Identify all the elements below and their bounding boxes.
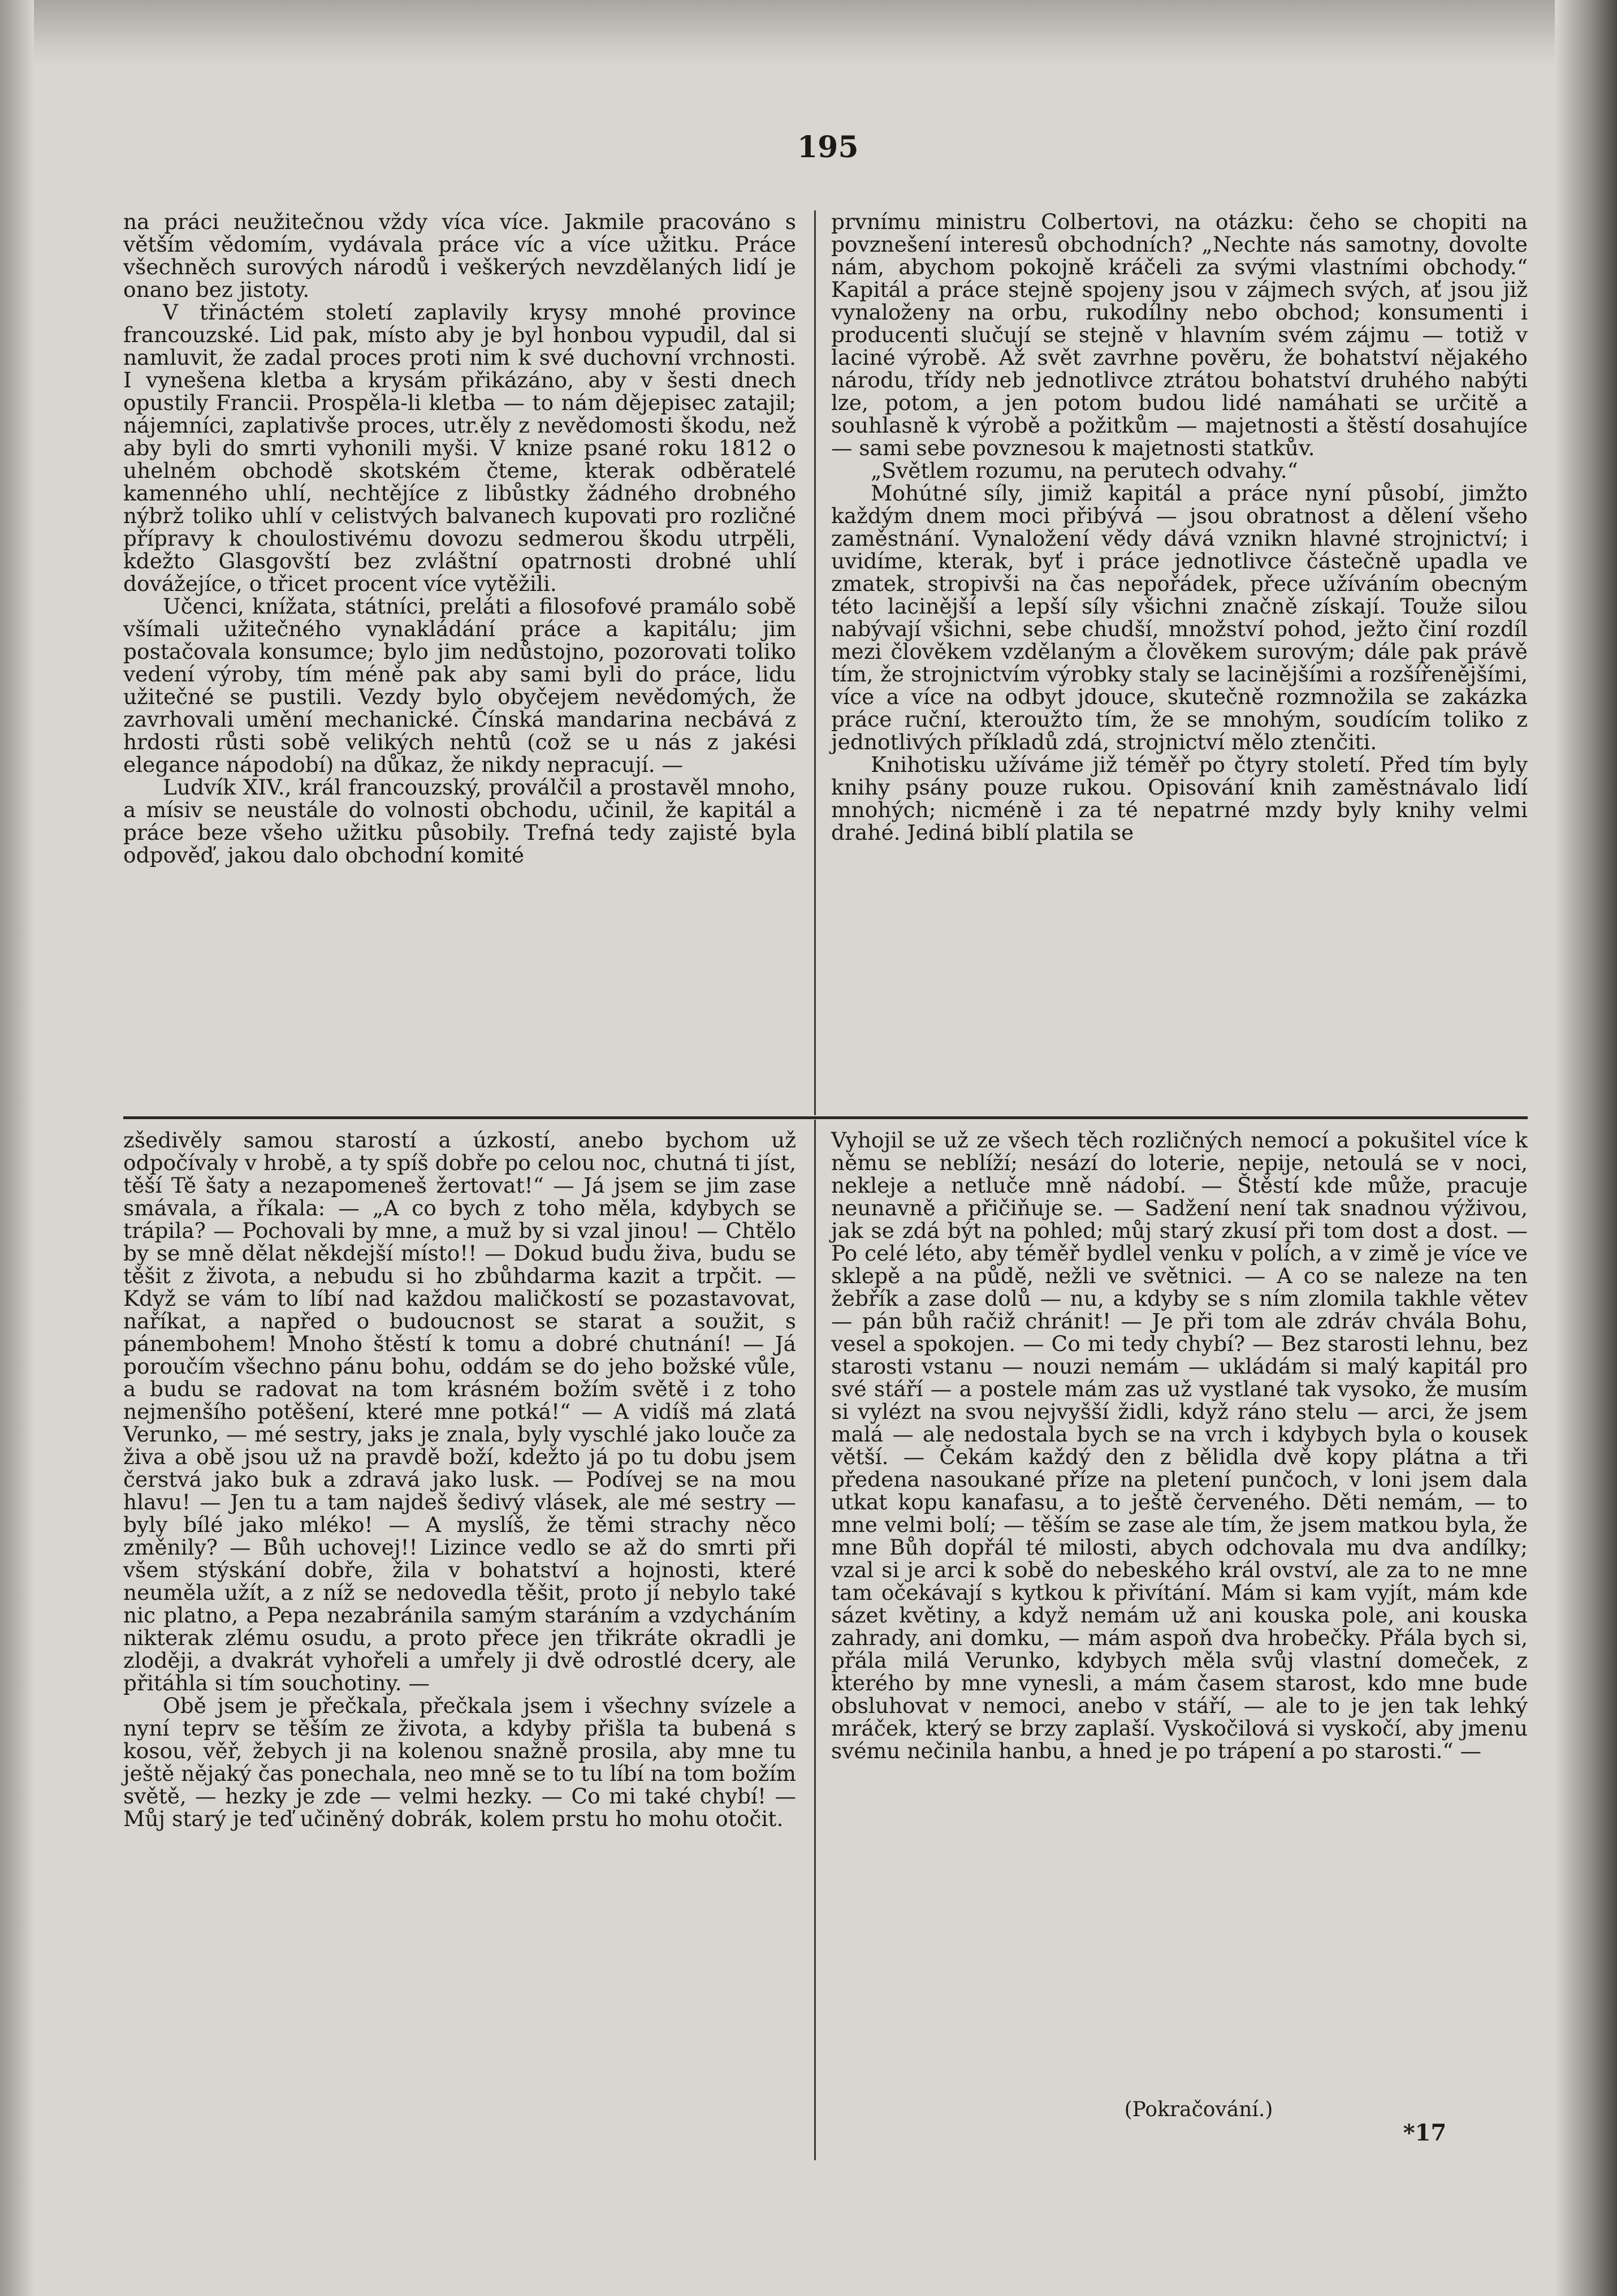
scan-edge-top	[0, 0, 1617, 68]
paragraph: „Světlem rozumu, na perutech odvahy.“	[871, 458, 1298, 483]
paragraph: prvnímu ministru Colbertovi, na otázku: čeho se chopiti na povznešení interesů obchodních? „Nechte nás samotny, dovolte nám, abychom pokojně kráčeli za svými vlastními obchody.“ Kapitál a práce stejně spojeny jsou v zájmech svých, ať jsou již vynaloženy na orbu, rukodílny nebo obchod; konsumenti i producenti slučují se stejně v hlavním svém zájmu — totiž v laciné výrobě. Až svět zavrhne pověru, že bohatství nějakého národu, třídy neb jednotlivce ztrátou bohatství druhého nabýti lze, potom, a jen potom budou lidé namáhati se určitě a souhlasně k výrobě a požitkům — majetnosti a štěstí dosahujíce — sami sebe povznesou k majetnosti statkův.	[831, 209, 1528, 460]
feuilleton-column-right	[831, 1129, 1528, 2056]
paragraph: Učenci, knížata, státníci, preláti a filosofové pramálo sobě všímali užitečného vynakládání práce a kapitálu; jim postačovala konsumce; bylo jim nedůstojno, pozorovati toliko vedení výroby, tím méně pak aby sami byli do práce, lidu užitečné se pustili. Vezdy bylo obyčejem nevědomých, že zavrhovali umění mechanické. Čínská mandarina necbává z hrdosti růsti sobě velikých nehtů (což se u nás z jakési elegance nápodobí) na důkaz, že nikdy nepracují. —	[123, 594, 796, 777]
paragraph: na práci neužitečnou vždy vícа více. Jakmile pracováno s větším vědomím, vydávala práce víc a více užitku. Práce všechněch surových národů i veškerých nevzdělaných lidí je onano bez jistoty.	[123, 209, 796, 302]
scan-edge-right	[1555, 0, 1617, 2296]
feuilleton-column-left	[123, 1129, 796, 2158]
signature-mark: *17	[1403, 2120, 1447, 2146]
paragraph: Mohútné síly, jimiž kapitál a práce nyní působí, jimžto každým dnem moci přibývá — jsou obratnost a dělení všeho zaměstnání. Vynaložení vědy dává vznikn hlavné strojnictví; i uvidíme, kterak, byť i práce jednotlivce částečně upadla ve zmatek, stropivši na čas nepořádek, přece užíváním obecným této lacinější a lepší síly všichni značně získají. Touže silou nabývají všichni, sebe chudší, množství pohod, ježto činí rozdíl mezi člověkem vzdělaným a člověkem surovým; dále pak právě tím, že strojnictvím výrobky staly se lacinějšími a rozšířenějšími, více a více na odbyt jdouce, skutečně rozmnožila se zakázka práce ruční, kteroužto tím, že se mnohým, soudícím toliko z jednotlivých příkladů zdá, strojnictví mělo ztenčiti.	[831, 481, 1528, 754]
paragraph: Vyhojil se už ze všech těch rozličných nemocí a pokušitel více k němu se neblíží; nesází do loterie, nepije, netoulá se v noci, nekleje a netluče mně nádobí. — Štěstí kde může, pracuje neunavně a přičiňuje se. — Sadžení není tak snadnou výživou, jak se zdá být na pohled; můj starý zkusí při tom dost a dost. — Po celé léto, aby téměř bydlel venku v polích, a v zimě je více ve sklepě a na půdě, nežli ve světnici. — A co se naleze na ten žebřík a zase dolů — nu, a kdyby se s ním zlomila takhle větev — pán bůh račiž chránit! — Je při tom ale zdráv chvála Bohu, vesel a spokojen. — Co mi tedy chybí? — Bez starosti lehnu, bez starosti vstanu — nouzi nemám — ukládám si malý kapitál pro své stáří — a postele mám zas už vystlané tak vysoko, že musím si vylézt na svou nejvyšší židli, když ráno stelu — arci, že jsem malá — ale nedostala bych se na vrch i kdybych byla o kousek větší. — Čekám každý den z bělidla dvě kopy plátna a tři předena nasoukané příze na pletení punčoch, v loni jsem dala utkat kopu kanafasu, a to ještě červeného. Děti nemám, — to mne velmi bolí; — těším se zase ale tím, že jsem matkou byla, že mne Bůh dopřál té milosti, abych odchovala mu dva andílky; vzal si je arci k sobě do nebeského král ovství, ale za to ne mne tam očekávají s kytkou k přivítání. Mám si kam vyjít, mám kde sázet květiny, a když nemám už ani kouska pole, ani kouska zahrady, ani domku, — mám aspoň dva hrobečky. Přála bych si, přála milá Verunko, kdybych měla svůj vlastní domeček, z kterého by mne vynesli, a mám časem starost, kdo mne bude obsluhovat v nemoci, anebo v stáří, — ale to je jen tak lehký mráček, který se brzy zaplaší. Vyskočilová si vyskočí, aby jmenu svému nečinila hanbu, a hned je po trápení a po starosti.“ —	[831, 1128, 1528, 1763]
paragraph: Obě jsem je přečkala, přečkala jsem i všechny svízele a nyní teprv se těším ze života, a kdyby přišla ta bubená s kosou, věř, žebych ji na kolenou snažně prosila, aby mne tu ještě nějaký čas ponechala, neo mně se to tu líbí na tom božím světě, — hezky je zde — velmi hezky. — Co mi také chybí! — Můj starý je teď učiněný dobrák, kolem prstu ho mohu otočit.	[123, 1693, 796, 1831]
page-number: 195	[797, 130, 859, 165]
paragraph: zšedivěly samou starostí a úzkostí, anebo bychom už odpočívaly v hrobě, a ty spíš dobře po celou noc, chutná ti jíst, těší Tě šaty a nezapomeneš žertovat!“ — Já jsem se jim zase smávala, a říkala: — „A co bych z toho měla, kdybych se trápila? — Pochovali by mne, a muž by si vzal jinou! — Chtělo by se mně dělat někdejší místo!! — Dokud budu živa, budu se těšit z života, a nebudu si ho zbůhdarma kazit a trpčit. — Když se vám to líbí nad každou maličkostí se pozastavovat, naříkat, a napřed o budoucnost se starat a soužit, s pánembohem! Mnoho štěstí k tomu a dobré chutnání! — Já poroučím všechno pánu bohu, oddám se do jeho božské vůle, a budu se radovat na tom krásném božím světě i z toho nejmenšího potěšení, které mne potká!“ — A vidíš má zlatá Verunko, — mé sestry, jaks je znala, byly vyschlé jako louče za živa a obě jsou už na pravdě boží, kdežto já po tu dobu jsem čerstvá jako buk a zdravá jako lusk. — Podívej se na mou hlavu! — Jen tu a tam najdeš šedivý vlásek, ale mé sestry — byly bílé jako mléko! — A myslíš, že těmi strachy něco změnily? — Bůh uchovej!! Lizince vedlo se až do smrti při všem stýskání dobře, žila v bohatství a hojnosti, které neuměla užít, a z níž se nedovedla těšit, proto jí nebylo také nic platno, a Pepa nezabránila samým staráním a vzdycháním nikterak zlému osudu, a proto přece jen třikráte okradli je zloději, a dvakrát vyhořeli a umřely ji dvě odrostlé dcery, ale přitáhla si tím souchotiny. —	[123, 1128, 796, 1695]
continued-label: (Pokračování.)	[1124, 2098, 1273, 2121]
scan-edge-left	[0, 0, 34, 2296]
section-divider	[123, 1116, 1528, 1119]
article-column-top-left	[123, 210, 796, 1104]
column-divider-bottom	[814, 1120, 816, 2160]
column-divider-top	[814, 210, 816, 1115]
paragraph: V třináctém století zaplavily krysy mnohé province francouzské. Lid pak, místo aby je byl honbou vypudil, dal si namluvit, že zadal proces proti nim k své duchovní vrchnosti. I vynešena kletba a krysám přikázáno, aby v šesti dnech opustily Francii. Prospěla-li kletba — to nám dějepisec zatajil; nájemníci, zaplativše proces, utr.ěly z nevědomosti škodu, než aby byli do smrti vyhonili myši. V knize psané roku 1812 o uhelném obchodě skotském čteme, kterak odběratelé kamenného uhlí, nechtějíce z libůstky žádného drobného nýbrž toliko uhlí v celistvých balvanech kupovati pro rozličné přípravy k choulostivému dovozu sedmerou škodu utrpěli, kdežto Glasgovští bez zvláštní opatrnosti drobné uhlí dovážejíce, o třicet procent více vytěžili.	[123, 300, 796, 596]
paragraph: Ludvík XIV., král francouzský, proválčil a prostavěl mnoho, a mísiv se neustále do volnosti obchodu, učinil, že kapitál a práce beze všeho užitku působily. Trefná tedy zajisté byla odpověď, jakou dalo obchodní komité	[123, 775, 796, 868]
paragraph: Knihotisku užíváme již téměř po čtyry století. Před tím byly knihy psány pouze rukou. Opisování knih zaměstnávalo lidí mnohých; nicméně i za té nepatrné mzdy byly knihy velmi drahé. Jediná biblí platila se	[831, 752, 1528, 845]
article-column-top-right	[831, 210, 1528, 1104]
